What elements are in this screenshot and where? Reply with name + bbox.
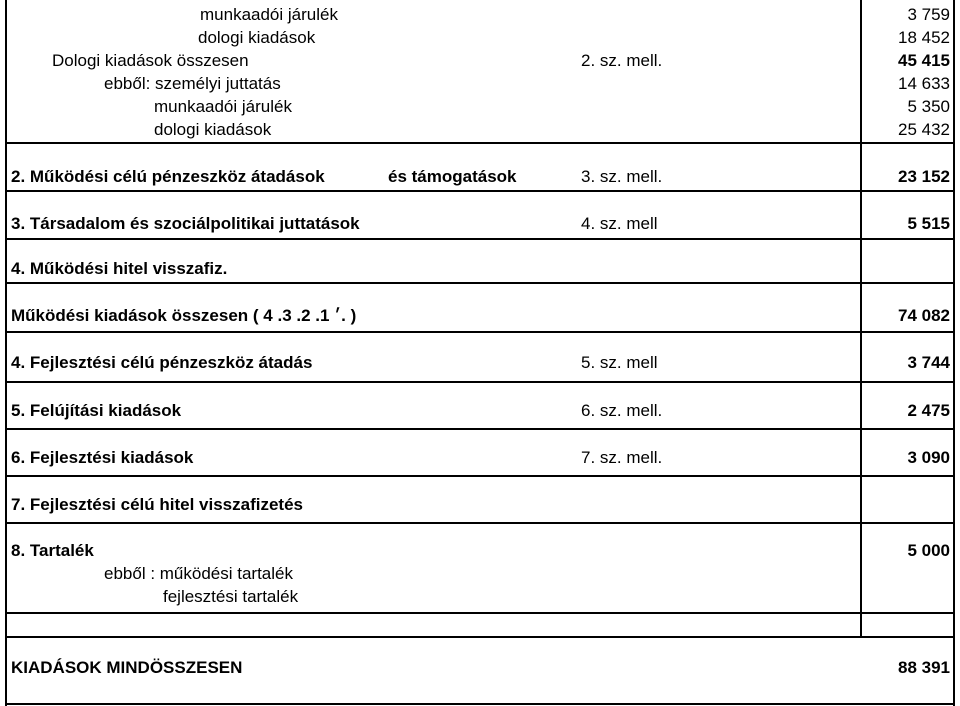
- row-divider: [5, 238, 955, 240]
- row-amount: 18 452: [898, 28, 950, 47]
- row-label: 7. Fejlesztési célú hitel visszafizetés: [11, 495, 303, 514]
- row-divider: [5, 428, 955, 430]
- row-label: Dologi kiadások összesen: [52, 51, 249, 70]
- row-ref: 6. sz. mell.: [581, 401, 663, 420]
- table-bottom-border: [5, 703, 955, 705]
- table-right-border: [953, 0, 955, 706]
- row-label: 4. Fejlesztési célú pénzeszköz átadás: [11, 353, 313, 372]
- row-ref: 2. sz. mell.: [581, 51, 663, 70]
- row-amount: 5 515: [907, 214, 950, 233]
- row-ref: 5. sz. mell: [581, 353, 658, 372]
- row-label: 3. Társadalom és szociálpolitikai juttatások: [11, 214, 360, 233]
- table-left-border: [5, 0, 7, 706]
- row-label: 4. Működési hitel visszafiz.: [11, 259, 228, 278]
- row-amount: 74 082: [898, 306, 950, 325]
- row-divider: [5, 381, 955, 383]
- row-label: Működési kiadások összesen ( ׳ 1. 2. 3. 4. ): [11, 306, 357, 325]
- row-label: 6. Fejlesztési kiadások: [11, 448, 194, 467]
- grand-total-amount: 88 391: [898, 658, 950, 677]
- row-amount: 3 090: [907, 448, 950, 467]
- row-divider: [5, 522, 955, 524]
- row-label: ebből: személyi juttatás: [104, 74, 281, 93]
- row-label: munkaadói járulék: [154, 97, 292, 116]
- row-label: fejlesztési tartalék: [163, 587, 299, 606]
- row-divider: [5, 612, 955, 614]
- row-amount: 5 000: [907, 541, 950, 560]
- row-ref: 3. sz. mell.: [581, 167, 663, 186]
- row-amount: 3 759: [907, 5, 950, 24]
- row-label: munkaadói járulék: [200, 5, 338, 24]
- row-amount: 25 432: [898, 120, 950, 139]
- grand-total-label: KIADÁSOK MINDÖSSZESEN: [11, 658, 243, 677]
- row-divider: [5, 475, 955, 477]
- row-amount: 23 152: [898, 167, 950, 186]
- row-ref: 7. sz. mell.: [581, 448, 663, 467]
- row-amount: 3 744: [907, 353, 950, 372]
- row-divider: [5, 142, 955, 144]
- row-amount: 2 475: [907, 401, 950, 420]
- row-label: dologi kiadások: [198, 28, 316, 47]
- row-amount: 14 633: [898, 74, 950, 93]
- row-divider: [5, 282, 955, 284]
- row-label: 2. Működési célú pénzeszköz átadások: [11, 167, 325, 186]
- row-label: 8. Tartalék: [11, 541, 94, 560]
- row-label-continued: és támogatások: [388, 167, 517, 186]
- row-divider: [5, 331, 955, 333]
- row-ref: 4. sz. mell: [581, 214, 658, 233]
- row-amount: 5 350: [907, 97, 950, 116]
- row-divider: [5, 190, 955, 192]
- row-amount: 45 415: [898, 51, 950, 70]
- row-label: 5. Felújítási kiadások: [11, 401, 182, 420]
- row-divider: [5, 636, 955, 638]
- column-divider: [860, 0, 862, 636]
- row-label: dologi kiadások: [154, 120, 272, 139]
- row-label: ebből : működési tartalék: [104, 564, 293, 583]
